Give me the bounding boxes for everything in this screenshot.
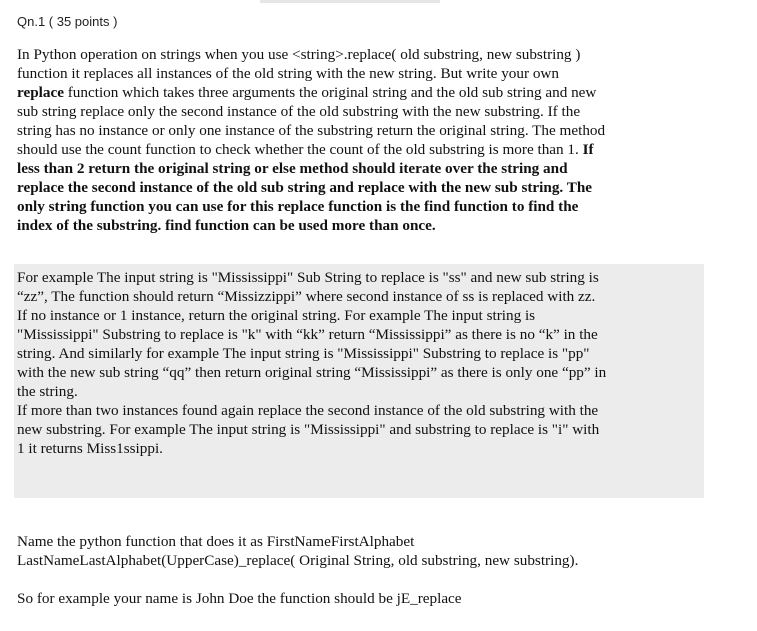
question-header: Qn.1 ( 35 points ): [17, 14, 118, 29]
intro-line-bold: replace the second instance of the old sub string and replace with the new sub string. The: [17, 179, 593, 196]
top-divider: [260, 0, 440, 3]
naming-line: LastNameLastAlphabet(UpperCase)_replace( Original String, old substring, new substring).: [17, 552, 579, 569]
intro-line: [17, 140, 705, 159]
intro-line-bold: index of the substring. find function can be used more than once.: [17, 217, 436, 234]
replace-keyword: replace: [17, 84, 64, 101]
intro-line-bold: less than 2 return the original string or else method should iterate over the string and: [17, 160, 568, 177]
intro-line: [17, 83, 705, 102]
example-line: “zz”, The function should return “Missizzippi” where second instance of ss is replaced with zz.: [17, 288, 596, 305]
intro-line-bold: If: [582, 141, 594, 158]
intro-line-rest: function which takes three arguments the original string and the old sub string and new: [63, 84, 597, 101]
intro-line: In Python operation on strings when you use <string>.replace( old substring, new substring ): [17, 46, 581, 63]
intro-line: sub string replace only the second instance of the old substring with the new substring. If the: [17, 103, 581, 120]
naming-paragraph: [17, 532, 705, 570]
intro-paragraph: [17, 45, 705, 235]
intro-line-normal: should use the count function to check whether the count of the old substring is more than 1.: [17, 141, 583, 158]
intro-line-bold: only string function you can use for this replace function is the find function to find the: [17, 198, 579, 215]
intro-line: string has no instance or only one instance of the substring return the original string. The method: [17, 122, 606, 139]
example-line: string. And similarly for example The input string is "Mississippi" Substring to replace is "pp": [17, 345, 590, 362]
naming-line: Name the python function that does it as FirstNameFirstAlphabet: [17, 533, 415, 550]
intro-line: function it replaces all instances of the old string with the new string. But write your own: [17, 65, 559, 82]
example-line: For example The input string is "Mississippi" Sub String to replace is "ss" and new sub string is: [17, 269, 599, 286]
example-name-paragraph: So for example your name is John Doe the function should be jE_replace: [17, 590, 462, 607]
example-line: the string.: [17, 383, 78, 400]
example-paragraph: [17, 268, 703, 458]
example-line: "Mississippi" Substring to replace is "k" with “kk” return “Mississippi” as there is no “k” in the: [17, 326, 598, 343]
example-line: If more than two instances found again replace the second instance of the old substring with the: [17, 402, 599, 419]
example-line: with the new sub string “qq” then return original string “Mississippi” as there is only one “pp” in: [17, 364, 607, 381]
example-line: new substring. For example The input string is "Mississippi" and substring to replace is "i" with: [17, 421, 600, 438]
example-line: 1 it returns Miss1ssippi.: [17, 440, 163, 457]
example-line: If no instance or 1 instance, return the original string. For example The input string is: [17, 307, 536, 324]
